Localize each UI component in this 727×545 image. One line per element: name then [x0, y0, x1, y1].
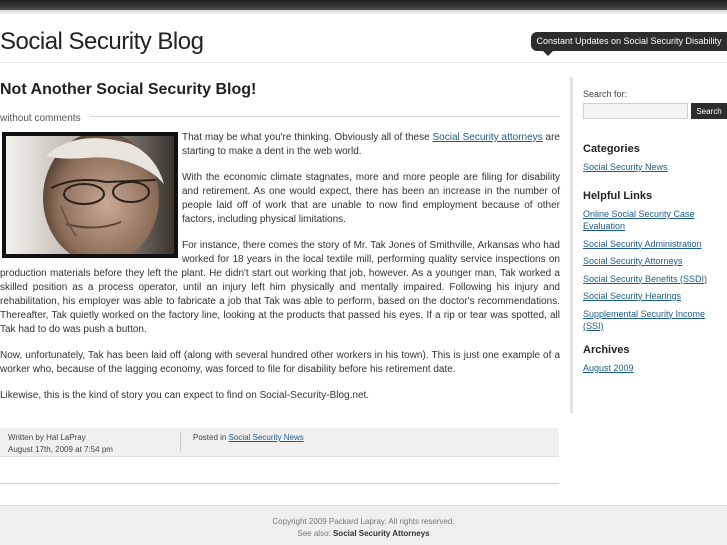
category-link-social-security-news[interactable]: Social Security News: [583, 162, 668, 172]
search-button[interactable]: Search: [691, 103, 727, 119]
comments-count[interactable]: without comments: [0, 113, 81, 124]
list-item: [583, 273, 727, 285]
see-also-line: [0, 528, 727, 540]
search-form: [583, 103, 727, 119]
post-date: August 17th, 2009 at 7:54 pm: [8, 445, 113, 454]
post-meta-footer: [0, 428, 559, 457]
paragraph-1-text-end: are starting to make a dent in the web world.: [182, 132, 560, 157]
categories-title: Categories: [583, 143, 640, 155]
sidebar-border: [570, 77, 573, 413]
see-also-label: See also:: [297, 529, 333, 538]
post: [0, 80, 560, 415]
list-item: [583, 290, 727, 302]
archive-link-august-2009[interactable]: August 2009: [583, 362, 634, 373]
top-bar: [0, 0, 727, 10]
post-content: [0, 131, 560, 403]
list-item: [583, 308, 727, 332]
post-photo: [2, 132, 178, 258]
social-security-attorneys-link[interactable]: Social Security attorneys: [432, 132, 543, 143]
list-item: [583, 362, 727, 374]
post-category-info: [193, 432, 304, 444]
helpful-link-hearings[interactable]: Social Security Hearings: [583, 291, 682, 301]
helpful-link-ssi[interactable]: Supplemental Security Income (SSI): [583, 308, 706, 331]
categories-list: [583, 161, 727, 173]
helpful-link-attorneys[interactable]: Social Security Attorneys: [583, 256, 683, 266]
top-bar-shadow: [0, 10, 727, 14]
meta-separator: [180, 432, 181, 452]
site-title[interactable]: Social Security Blog: [0, 28, 204, 55]
copyright-text: Copyright 2009 Packard Lapray. All rights reserved.: [272, 517, 455, 526]
search-input[interactable]: [583, 103, 688, 119]
comments-divider: [90, 116, 560, 117]
helpful-links-list: [583, 208, 727, 332]
posted-in-label: Posted in: [193, 433, 227, 442]
list-item: [583, 208, 727, 232]
helpful-link-administration[interactable]: Social Security Administration: [583, 238, 702, 249]
sidebar: [583, 89, 727, 379]
archives-list: [583, 362, 727, 374]
search-label: Search for:: [583, 89, 628, 99]
content-bottom-divider: [0, 483, 559, 484]
see-also-link[interactable]: Social Security Attorneys: [332, 529, 430, 538]
paragraph-5: Likewise, this is the kind of story you can expect to find on Social-Security-Blog.net.: [0, 390, 370, 401]
helpful-link-case-evaluation[interactable]: Online Social Security Case Evaluation: [583, 209, 695, 231]
header-divider: [0, 62, 727, 63]
man-with-glasses-image: [6, 136, 174, 254]
paragraph-3: For instance, there comes the story of Mr. Tak Jones of Smithville, Arkansas who had worked for 18 years in the local textile mill, performing quality service inspections on production materials before they left the plant. He didn't start out working that job, however. As a younger man, Tak worked a skilled position as a process operator, until an injury left him physically and mentally impaired. Following his injury and rehabilitation, his employer was able to fabricate a job that Tak was able to perform, based on the doctor's recommendations. Thereafter, Tak quietly worked on the factory line, looking at the products that passed his eyes. If a rip or tear was spotted, all Tak had to do was push a button.: [0, 240, 560, 335]
author-line: Written by Hal LaPray: [8, 433, 86, 442]
paragraph-4: Now, unfortunately, Tak has been laid off (along with several hundred other workers in his town). This is just one example of a worker who, because of the lagging economy, was forced to file for disability before his retirement date.: [0, 350, 560, 375]
helpful-link-benefits[interactable]: Social Security Benefits (SSDI): [583, 273, 708, 284]
post-author-info: [8, 432, 113, 456]
tagline-badge: Constant Updates on Social Security Disability: [531, 32, 727, 51]
post-title[interactable]: Not Another Social Security Blog!: [0, 81, 257, 98]
category-link[interactable]: Social Security News: [228, 433, 304, 442]
page-footer: [0, 505, 727, 545]
paragraph-1-text: That may be what you're thinking. Obviously all of these: [182, 132, 433, 143]
list-item: [583, 161, 727, 173]
comments-line: [0, 108, 560, 122]
list-item: [583, 255, 727, 267]
list-item: [583, 238, 727, 250]
paragraph-2: With the economic climate stagnates, more and more people are filing for disability and retirement. As one would expect, there has been an increase in the number of people laid off of work that are unable to now find employment because of other factors, including physical limitations.: [182, 172, 560, 225]
archives-title: Archives: [583, 343, 630, 356]
helpful-links-title: Helpful Links: [583, 190, 653, 202]
